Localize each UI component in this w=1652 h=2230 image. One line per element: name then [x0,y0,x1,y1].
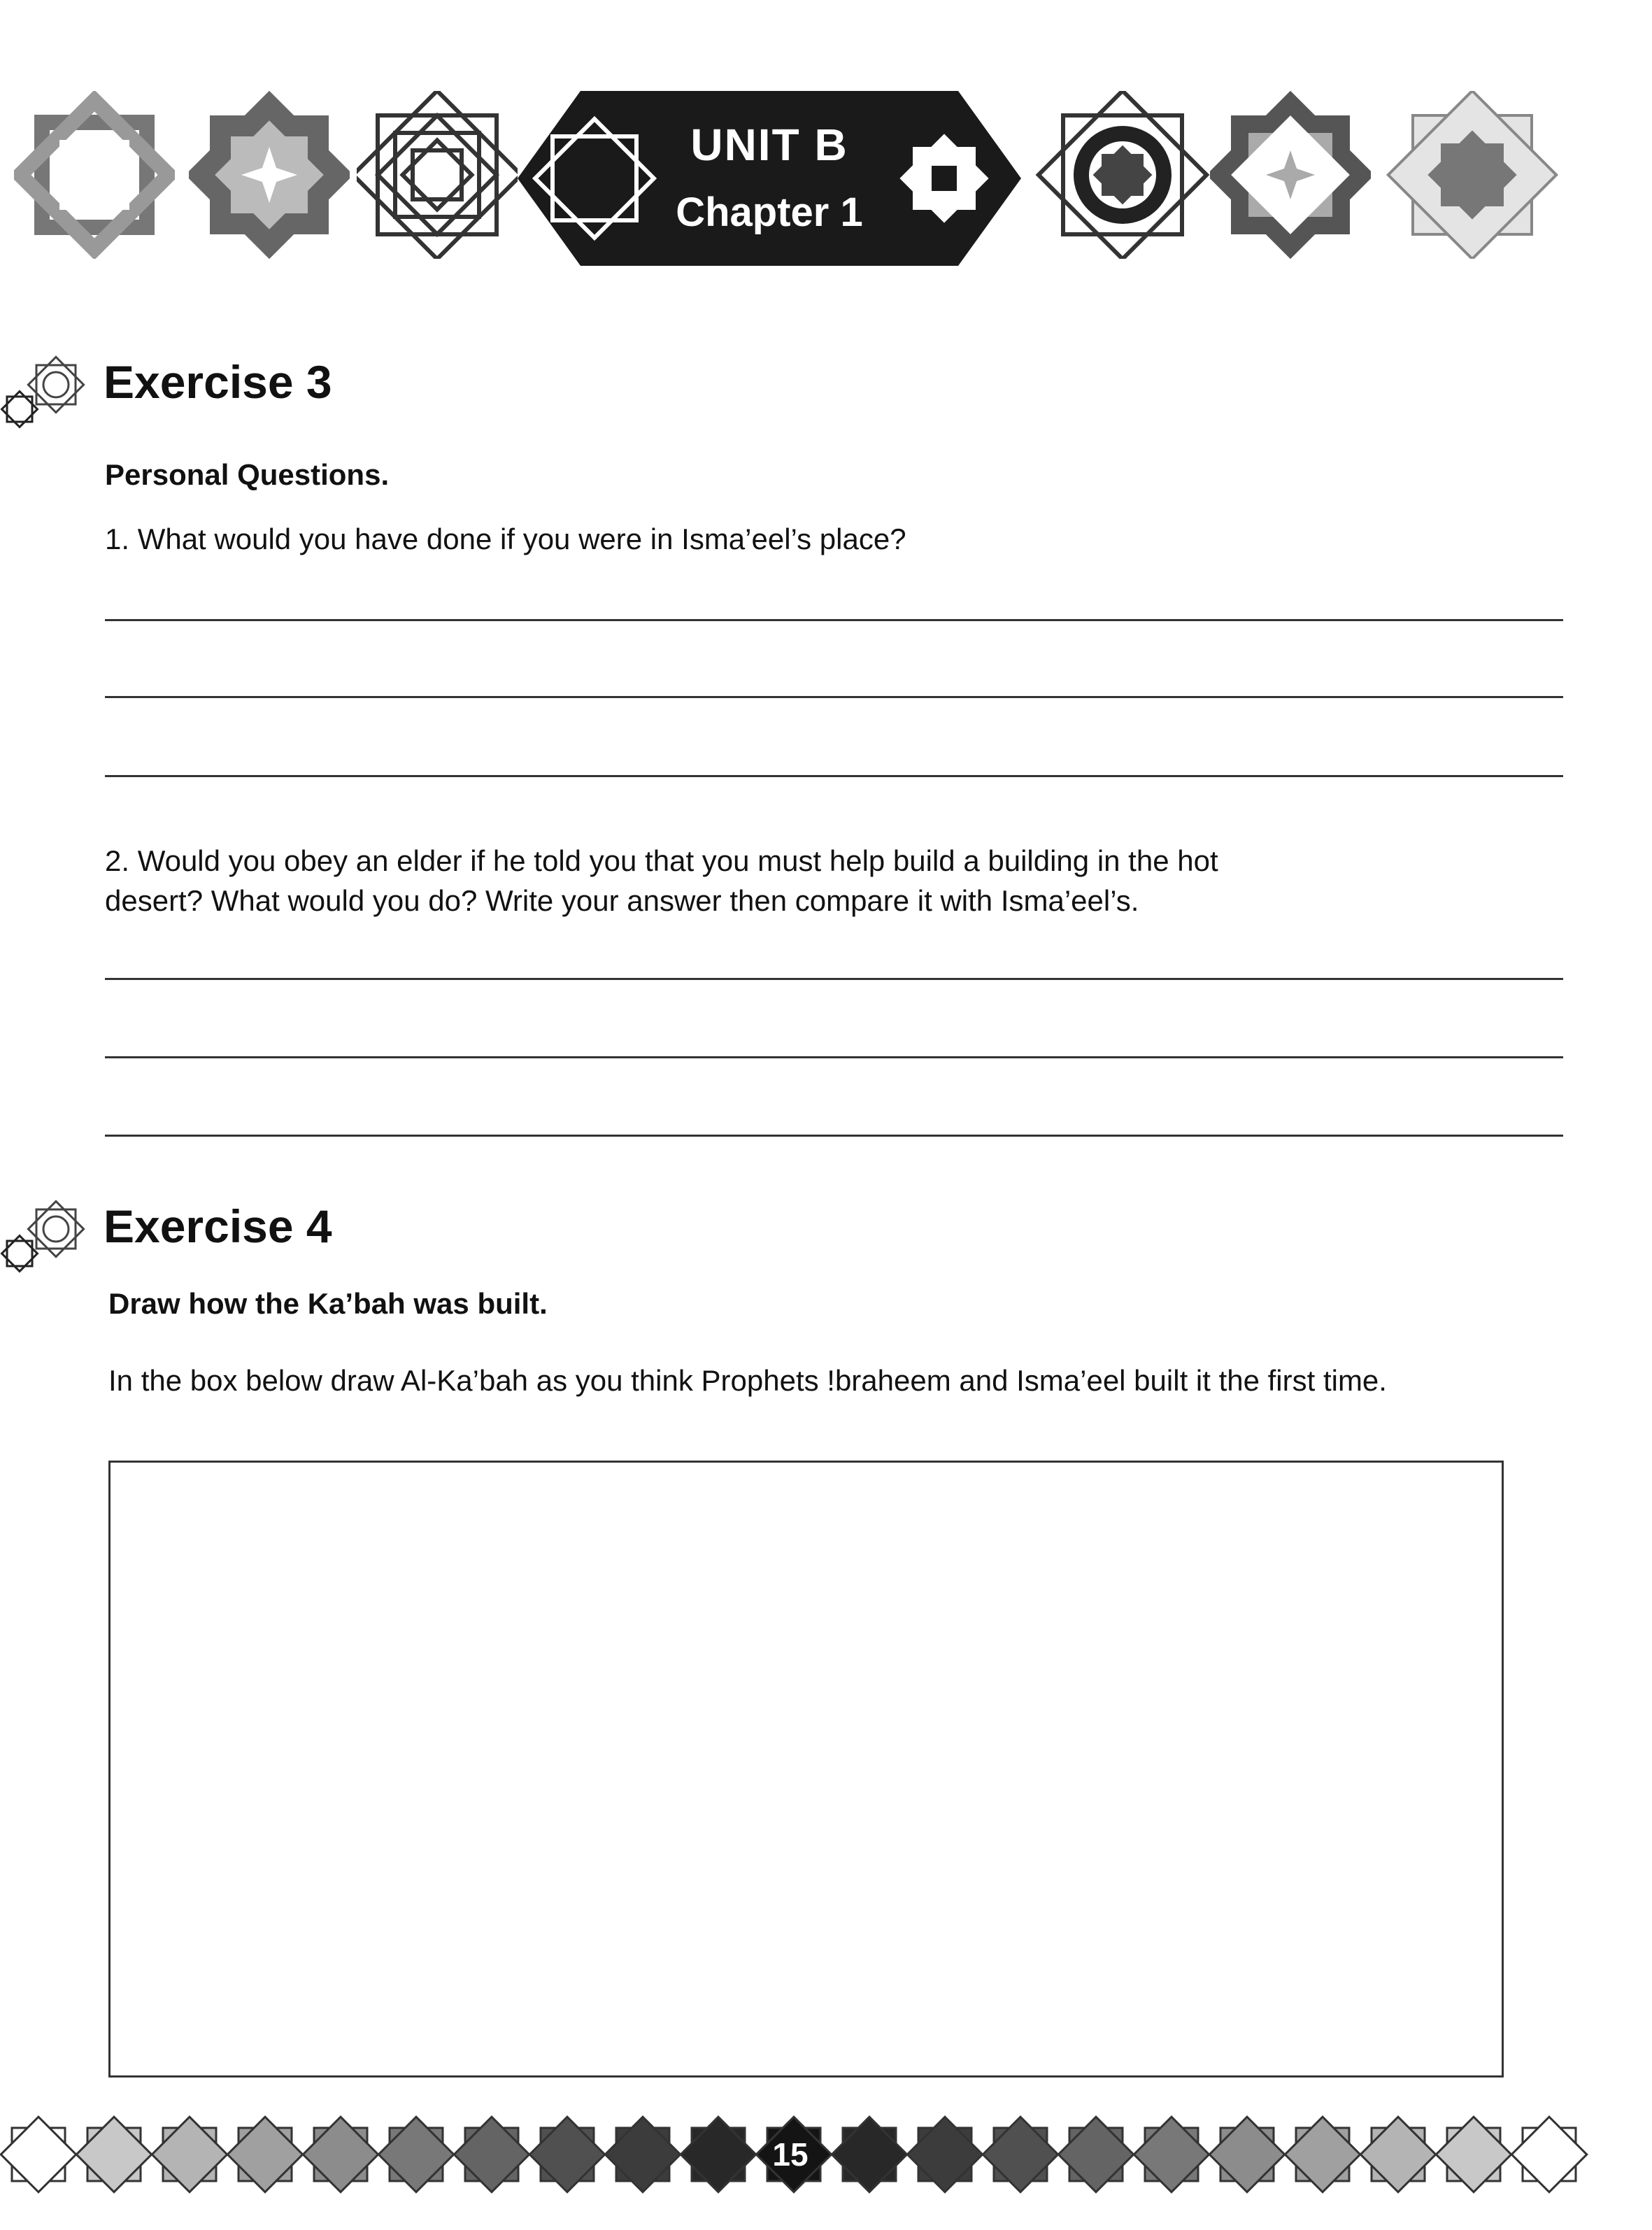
footer-star-icon [303,2117,378,2192]
footer-star-icon [1436,2117,1511,2192]
answer-line-q1-1[interactable] [105,619,1563,621]
answer-line-q1-3[interactable] [105,775,1563,777]
footer-star-icon [832,2117,906,2192]
exercise-3-heading: Exercise 3 [104,356,332,408]
footer-star-icon [1511,2117,1586,2192]
footer-ornament-row [0,2112,1652,2210]
question-2-line-1: 2. Would you obey an elder if he told you that you must help build a building in the hot [105,844,1218,877]
footer-star-icon [1,2117,76,2192]
footer-star-icon [227,2117,302,2192]
footer-star-icon [681,2117,755,2192]
drawing-box[interactable] [108,1461,1504,2078]
footer-star-icon [1285,2117,1360,2192]
exercise-4-subheading: Draw how the Ka’bah was built. [108,1287,548,1320]
exercise-4-instruction: In the box below draw Al-Ka’bah as you think Prophets !braheem and Isma’eel built it the first time. [108,1364,1387,1397]
answer-line-q1-2[interactable] [105,696,1563,698]
answer-line-q2-2[interactable] [105,1056,1563,1058]
footer-star-icon [983,2117,1058,2192]
question-1: 1. What would you have done if you were in Isma’eel’s place? [105,523,906,555]
answer-line-q2-1[interactable] [105,978,1563,980]
square-knot-ornament-icon [14,91,175,259]
unit-title: UNIT B [690,120,848,170]
outlined-star-ornament-icon [357,91,518,259]
footer-star-icon [1360,2117,1435,2192]
footer-star-icon [907,2117,982,2192]
footer-star-icon [605,2117,680,2192]
exercise-star-icon [0,1198,91,1278]
page-number: 15 [772,2136,809,2173]
footer-star-icon [454,2117,529,2192]
eight-point-star-ornament-icon [189,91,350,259]
footer-star-icon [378,2117,453,2192]
chapter-title: Chapter 1 [676,190,863,235]
footer-star-icon [1134,2117,1209,2192]
footer-star-icon [1209,2117,1284,2192]
dark-star-ornament-icon [1035,91,1210,259]
footer-star-icon [76,2117,151,2192]
gray-star-ornament-icon [1210,91,1371,259]
exercise-star-icon [0,353,91,434]
footer-star-icon [529,2117,604,2192]
light-star-ornament-icon [1385,91,1560,259]
footer-star-icon [1058,2117,1133,2192]
question-2-line-2: desert? What would you do? Write your answer then compare it with Isma’eel’s. [105,884,1139,917]
footer-star-icon [152,2117,227,2192]
unit-banner [518,91,1021,266]
exercise-4-heading: Exercise 4 [104,1200,332,1252]
answer-line-q2-3[interactable] [105,1135,1563,1137]
exercise-3-subheading: Personal Questions. [105,458,390,491]
